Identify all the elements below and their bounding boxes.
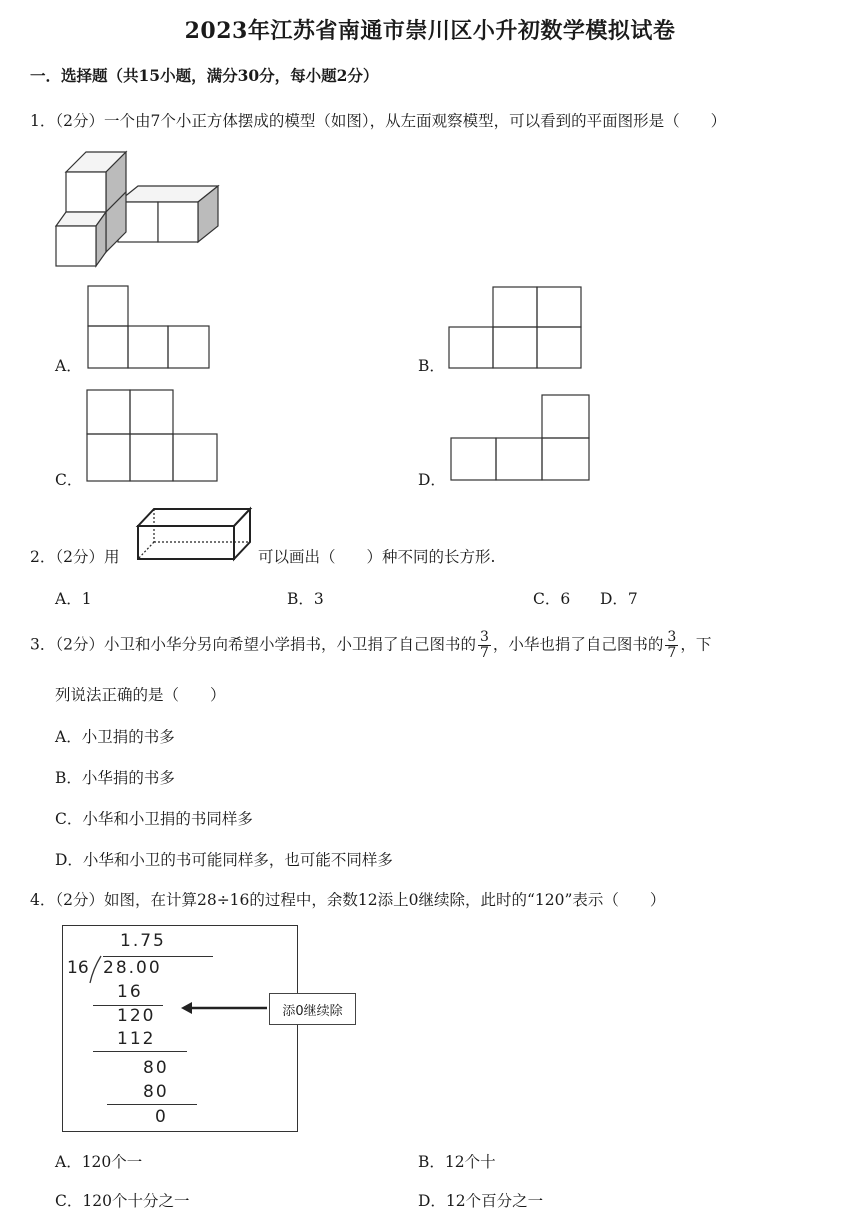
q3-option-c[interactable]: C．小华和小卫捐的书同样多 [55,810,253,828]
q4-option-c[interactable]: C．120个十分之一 [55,1192,190,1210]
q4-note-box: 添0继续除 [269,993,356,1025]
q4-divisor: 16 [67,958,89,978]
q1-option-d-label[interactable]: D． [418,471,446,489]
q3-fraction-2 [665,630,678,661]
q1-option-c-label[interactable]: C． [55,471,83,489]
q4-long-division-figure [62,925,343,1132]
q4-step-1: 16 [117,982,143,1002]
q4-step-6: 0 [155,1107,168,1127]
question-4-text: 4．（2分）如图，在计算28÷16的过程中，余数12添上0继续除，此时的“120”表示（ ） [30,891,666,909]
q4-step-3: 112 [117,1029,156,1049]
q4-dividend: 28.00 [103,958,162,978]
q1-option-d-figure [450,394,592,482]
q4-division-bar [103,956,213,957]
question-1-text: 1．（2分）一个由7个小正方体摆成的模型（如图），从左面观察模型，可以看到的平面图形是（ ） [30,112,727,130]
q3-fraction-2-numerator: 3 [667,629,677,645]
q3-fraction-2-denominator: 7 [667,645,677,661]
page-title: 2023年江苏省南通市崇川区小升初数学模拟试卷 [184,18,676,44]
q3-fraction-1-numerator: 3 [479,629,489,645]
question-2-suffix: 可以画出（ ）种不同的长方形. [258,548,496,566]
q3-part2: ，小华也捐了自己图书的 [492,635,664,654]
question-3-line1 [30,630,711,661]
q1-option-c-figure [86,389,220,483]
q1-cube-model [52,148,214,266]
q4-quotient: 1.75 [120,931,166,951]
q4-division-bracket [89,955,103,985]
question-3-line2: 列说法正确的是（ ） [55,686,226,704]
q4-rule-3 [107,1104,197,1105]
q3-part3: ，下 [680,635,712,654]
question-2-prefix: 2．（2分）用 [30,548,120,566]
q1-option-b-figure [448,286,584,370]
q3-option-a[interactable]: A．小卫捐的书多 [55,728,175,746]
q3-fraction-1-denominator: 7 [479,645,489,661]
q4-option-d[interactable]: D．12个百分之一 [418,1192,544,1210]
section-heading: 一．选择题（共15小题，满分30分，每小题2分） [30,66,379,85]
q3-part1: 3．（2分）小卫和小华分另向希望小学捐书，小卫捐了自己图书的 [30,635,476,654]
q4-rule-2 [93,1051,187,1052]
q2-option-d[interactable]: D．7 [600,590,638,608]
q1-option-b-label[interactable]: B． [418,357,445,375]
q3-option-b[interactable]: B．小华捐的书多 [55,769,175,787]
q3-fraction-1 [478,630,491,661]
q4-step-5: 80 [143,1082,169,1102]
q3-option-d[interactable]: D．小华和小卫的书可能同样多，也可能不同样多 [55,851,393,869]
q4-arrow-icon [181,1000,269,1016]
q4-option-a[interactable]: A．120个一 [55,1153,143,1171]
q1-option-a-figure [86,284,212,370]
q2-option-b[interactable]: B．3 [287,590,324,608]
q4-option-b[interactable]: B．12个十 [418,1153,496,1171]
q2-cuboid-figure [136,506,254,562]
q4-step-2: 120 [117,1006,156,1026]
q2-option-c[interactable]: C．6 [533,590,571,608]
q2-option-a[interactable]: A．1 [55,590,92,608]
q4-step-4: 80 [143,1058,169,1078]
q1-option-a-label[interactable]: A． [55,357,82,375]
